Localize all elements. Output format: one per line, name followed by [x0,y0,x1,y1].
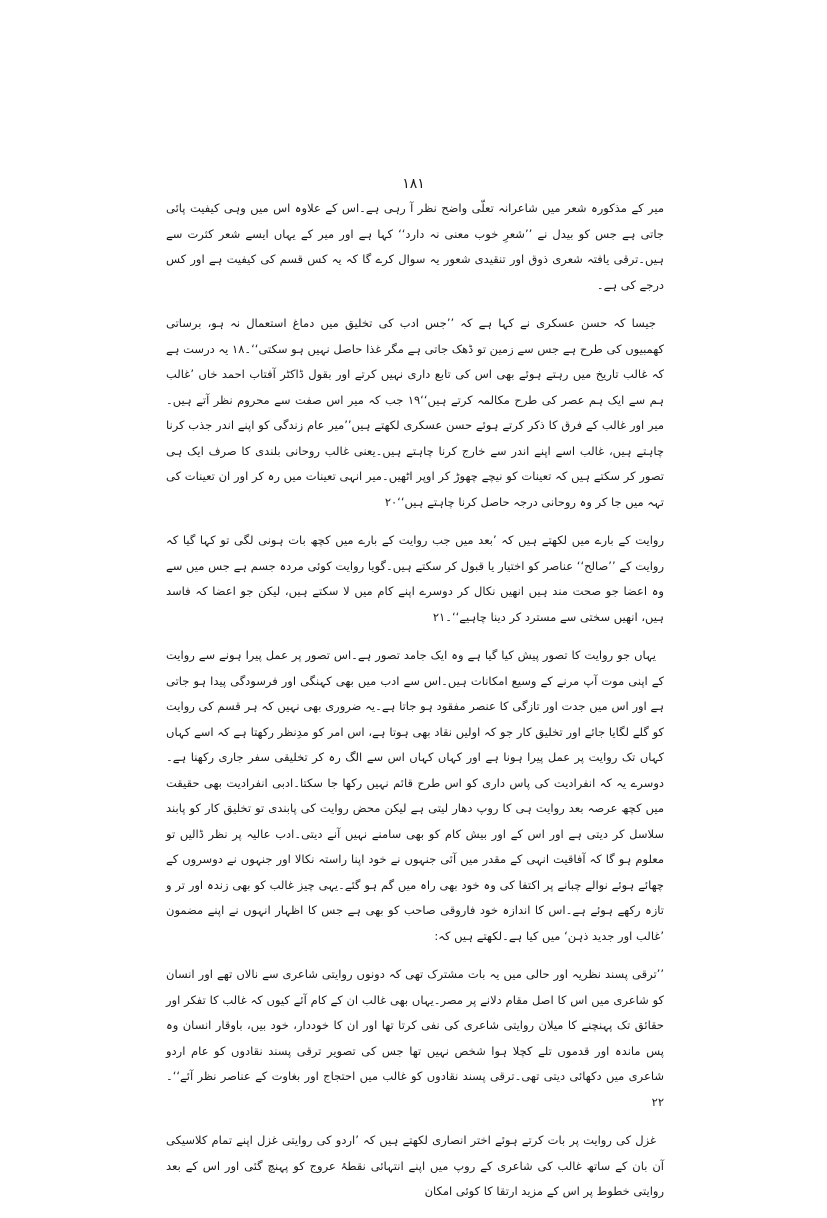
paragraph-3: روایت کے بارے میں لکھتے ہیں کہ ’بعد میں جب روایت کے بارے میں کچھ بات ہونی لگی تو کہا گیا کہ روایت کے ’’صالح‘‘ عناصر کو اختیار یا قبول کر سکتے ہیں۔گویا روایت کوئی مردہ جسم ہے جس میں سے وہ اعضا جو صحت مند ہیں انھیں نکال کر دوسرے اپنے کام میں لا سکتے ہیں، لیکن جو اعضا کہ فاسد ہیں، انھیں سختی سے مسترد کر دینا چاہیے‘‘۔۲۱ [166,533,664,624]
paragraph-6: غزل کی روایت پر بات کرتے ہوئے اختر انصاری لکھتے ہیں کہ ’اردو کی روایتی غزل اپنے تمام کلاسیکی آن بان کے ساتھ غالب کی شاعری کے روپ میں اپنے انتہائی نقطۂ عروج کو پہنچ گئی اور اس کے بعد روایتی خطوط پر اس کے مزید ارتقا کا کوئی امکان [166,1133,664,1198]
paragraph-4: یہاں جو روایت کا تصور پیش کیا گیا ہے وہ ایک جامد تصور ہے۔اس تصور پر عمل پیرا ہونے سے روایت کے اپنی موت آپ مرنے کے وسیع امکانات ہیں۔اس سے ادب میں بھی کہنگی اور فرسودگی پیدا ہو جاتی ہے اور اس میں جدت اور تازگی کا عنصر مفقود ہو جاتا ہے۔یہ ضروری بھی نہیں کہ ہر قسم کی روایت کو گلے لگایا جائے اور تخلیق کار جو کہ اولیں نقاد بھی ہوتا ہے، اس امر کو مدِنظر رکھتا ہے کہ اسے کہاں کہاں تک روایت پر عمل پیرا ہونا ہے اور کہاں کہاں اس سے الگ رہ کر تخلیقی سفر جاری رکھنا ہے۔دوسرے یہ کہ انفرادیت کی پاس داری کو اس طرح قائم نہیں رکھا جا سکتا۔ادبی انفرادیت بھی حقیقت میں کچھ عرصہ بعد روایت ہی کا روپ دھار لیتی ہے لیکن محض روایت کی پابندی تو تخلیق کار کو پابند سلاسل کر دیتی ہے اور اس کے اور بیش کام کو بھی سامنے نہیں آنے دیتی۔ادب عالیہ پر نظر ڈالیں تو معلوم ہو گا کہ آفاقیت انہی کے مقدر میں آئی جنہوں نے خود اپنا راستہ نکالا اور جنہوں نے دوسروں کے چھائے ہوئے نوالے چبانے پر اکتفا کی وہ خود بھی راہ میں گم ہو گئے۔یہی چیز غالب کو بھی زندہ اور تر و تازہ رکھے ہوئے ہے۔اس کا اندازہ خود فاروقی صاحب کو بھی ہے جس کا اظہار انہوں نے اپنے مضمون ’غالب اور جدید ذہن‘ میں کیا ہے۔لکھتے ہیں کہ: [166,648,664,943]
paragraph-2: جیسا کہ حسن عسکری نے کہا ہے کہ ’’جس ادب کی تخلیق میں دماغ استعمال نہ ہو، برساتی کھمبیوں کی طرح ہے جس سے زمین تو ڈھک جاتی ہے مگر غذا حاصل نہیں ہو سکتی‘‘۔۱۸ یہ درست ہے کہ غالب تاریخ میں رہتے ہوئے بھی اس کی تابع داری نہیں کرتے اور بقول ڈاکٹر آفتاب احمد خاں ’غالب ہم سے ایک ہم عصر کی طرح مکالمہ کرتے ہیں‘‘۱۹ جب کہ میر اس صفت سے محروم نظر آتے ہیں۔میر اور غالب کے فرق کا ذکر کرتے ہوئے حسن عسکری لکھتے ہیں’’میر عام زندگی کو اپنے اندر جذب کرنا چاہتے ہیں، غالب اسے اپنے اندر سے خارج کرنا چاہتے ہیں۔یعنی غالب روحانی بلندی کا صرف ایک ہی تصور کر سکتے ہیں کہ تعینات کو نیچے چھوڑ کر اوپر اٹھیں۔میر انہی تعینات میں رہ کر اور ان تعینات کی تہہ میں جا کر وہ روحانی درجہ حاصل کرنا چاہتے ہیں‘‘۲۰ [166,316,664,509]
paragraph-1: میر کے مذکورہ شعر میں شاعرانہ تعلّی واضح نظر آ رہی ہے۔اس کے علاوہ اس میں وہی کیفیت پائی جاتی ہے جس کو بیدل نے ’’شعرِ خوب معنی نہ دارد‘‘ کہا ہے اور میر کے یہاں ایسے شعر کثرت سے ہیں۔ترقی یافتہ شعری ذوق اور تنقیدی شعور یہ سوال کرے گا کہ یہ کس قسم کی کیفیت ہے اور کس درجے کی ہے۔ [166,201,664,292]
page-number: ۱۸۱ [402,176,425,192]
body-text [166,196,664,1218]
paragraph-5-quote: ’’ترقی پسند نظریہ اور حالی میں یہ بات مشترک تھی کہ دونوں روایتی شاعری سے نالاں تھے اور انسان کو شاعری میں اس کا اصل مقام دلانے پر مصر۔یہاں بھی غالب ان کے کام آئے کیوں کہ غالب کا تفکر اور حقائق تک پہنچنے کا میلان روایتی شاعری کی نفی کرتا تھا اور ان کا خوددار، خود بیں، باوقار انسان وہ پس ماندہ اور قدموں تلے کچلا ہوا شخص نہیں تھا جس کی تصویر ترقی پسند نقادوں کو عام اردو شاعری میں دکھائی دیتی تھی۔ترقی پسند نقادوں کو غالب میں احتجاج اور بغاوت کے عناصر نظر آئے‘‘۔۲۲ [166,967,664,1109]
